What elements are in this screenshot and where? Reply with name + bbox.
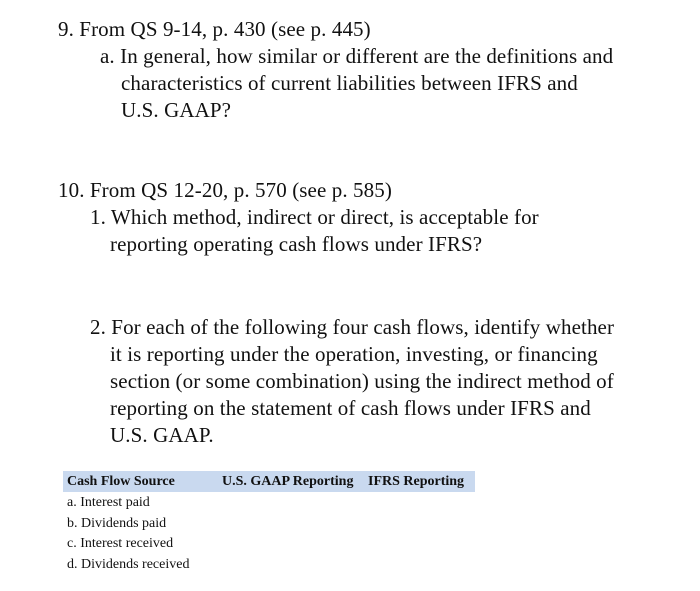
q10-item-2-line-3: section (or some combination) using the indirect method of [110,369,614,393]
q9-part-a-line-1: a. In general, how similar or different are the definitions and [100,44,614,68]
q10-item-2-line-1: 2. For each of the following four cash flows, identify whether [90,315,615,339]
q10-item-2-line-4: reporting on the statement of cash flows under IFRS and [110,396,591,420]
table-row: a. Interest paid [67,495,150,510]
table-row: d. Dividends received [67,556,190,572]
q10-item-2-line-5: U.S. GAAP. [110,423,214,447]
table-row: c. Interest received [67,536,174,551]
header-cash-flow-source: Cash Flow Source [67,473,175,489]
table-header [63,471,475,492]
table-row: b. Dividends paid [67,515,167,531]
q10-item-1-line-1: 1. Which method, indirect or direct, is acceptable for [90,205,539,229]
q9-part-a-line-2: characteristics of current liabilities between IFRS and [121,71,578,95]
q10-item-1-line-2: reporting operating cash flows under IFRS? [110,232,483,256]
header-ifrs-reporting: IFRS Reporting [368,473,465,489]
q9-heading: 9. From QS 9-14, p. 430 (see p. 445) [58,17,371,41]
header-us-gaap-reporting: U.S. GAAP Reporting [222,473,354,489]
cash-flow-table [63,471,475,575]
q9-part-a-line-3: U.S. GAAP? [121,98,232,122]
q10-item-2-line-2: it is reporting under the operation, investing, or financing [110,342,598,366]
q10-heading: 10. From QS 12-20, p. 570 (see p. 585) [58,178,392,202]
